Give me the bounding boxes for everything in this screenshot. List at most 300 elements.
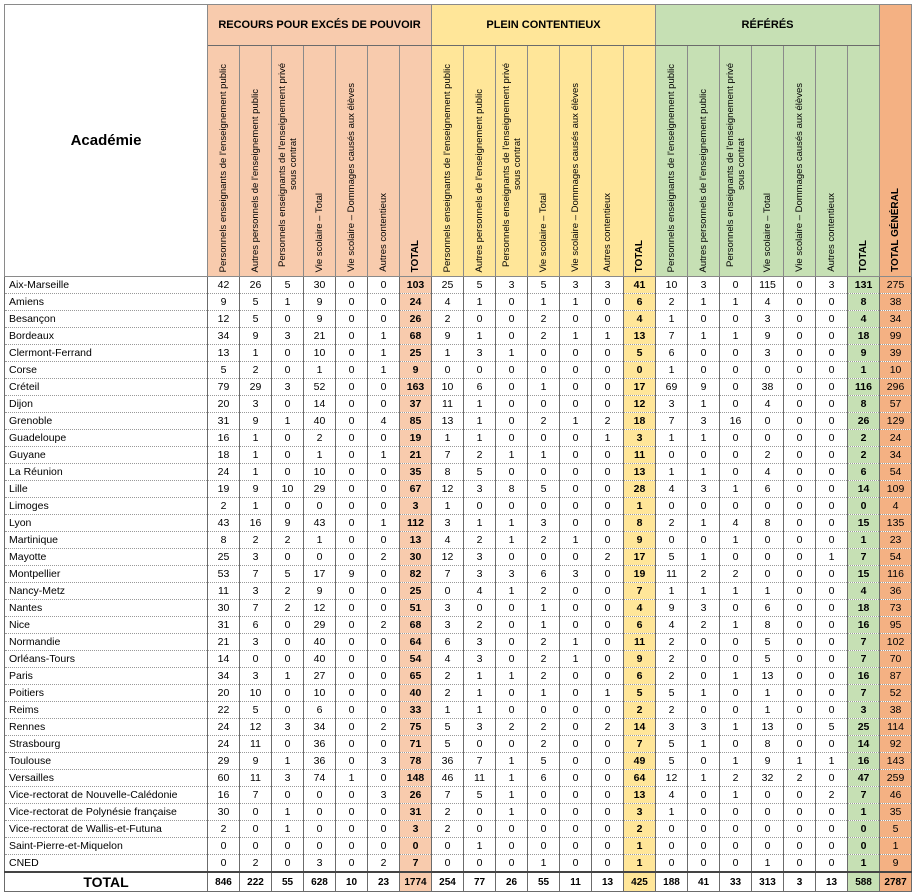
cell-ref: 0	[720, 838, 752, 855]
cell-grand-total: 9	[880, 855, 912, 873]
cell-grand-total: 87	[880, 668, 912, 685]
academie-name: Lyon	[5, 515, 208, 532]
cell-ref: 38	[752, 379, 784, 396]
cell-ref: 0	[784, 634, 816, 651]
cell-plein: 3	[464, 566, 496, 583]
cell-plein: 0	[560, 464, 592, 481]
cell-rcp: 0	[336, 311, 368, 328]
cell-grand-total: 129	[880, 413, 912, 430]
cell-total-ref: 0	[848, 821, 880, 838]
cell-plein: 3	[560, 277, 592, 294]
cell-rcp: 21	[304, 328, 336, 345]
academie-name: Dijon	[5, 396, 208, 413]
cell-total-rcp: 33	[400, 702, 432, 719]
cell-plein: 0	[592, 498, 624, 515]
cell-rcp: 29	[240, 379, 272, 396]
cell-ref: 0	[752, 430, 784, 447]
cell-rcp: 7	[240, 787, 272, 804]
cell-plein: 0	[592, 617, 624, 634]
cell-total-plein: 41	[624, 277, 656, 294]
cell-grand-total: 10	[880, 362, 912, 379]
cell-total-rcp: 13	[400, 532, 432, 549]
cell-plein: 0	[592, 702, 624, 719]
cell-ref: 4	[656, 617, 688, 634]
cell-plein: 2	[432, 311, 464, 328]
cell-ref: 0	[688, 753, 720, 770]
cell-rcp: 0	[368, 702, 400, 719]
cell-plein: 0	[592, 821, 624, 838]
cell-plein: 3	[464, 345, 496, 362]
table-row	[5, 294, 912, 311]
cell-rcp: 3	[272, 328, 304, 345]
cell-plein: 7	[432, 787, 464, 804]
cell-total-ref: 2	[848, 447, 880, 464]
cell-plein: 1	[464, 668, 496, 685]
cell-ref: 0	[816, 685, 848, 702]
cell-ref: 2	[656, 702, 688, 719]
cell-ref: 2	[816, 787, 848, 804]
cell-rcp: 18	[208, 447, 240, 464]
cell-ref: 5	[656, 549, 688, 566]
table-row	[5, 345, 912, 362]
cell-plein: 0	[560, 702, 592, 719]
cell-ref: 1	[752, 583, 784, 600]
cell-total-plein: 49	[624, 753, 656, 770]
cell-total-ref: 15	[848, 566, 880, 583]
cell-plein: 1	[528, 294, 560, 311]
cell-ref: 0	[720, 702, 752, 719]
cell-plein: 5	[528, 753, 560, 770]
cell-plein: 2	[464, 532, 496, 549]
cell-rcp: 0	[272, 345, 304, 362]
cell-plein: 0	[560, 583, 592, 600]
academie-name: Amiens	[5, 294, 208, 311]
cell-total-rcp: 112	[400, 515, 432, 532]
academie-name: Créteil	[5, 379, 208, 396]
cell-plein: 0	[560, 549, 592, 566]
cell-plein: 0	[464, 498, 496, 515]
table-row	[5, 379, 912, 396]
cell-plein: 0	[592, 770, 624, 787]
cell-plein: 0	[592, 532, 624, 549]
cell-ref: 0	[688, 311, 720, 328]
cell-rcp: 31	[208, 413, 240, 430]
cell-rcp: 27	[304, 668, 336, 685]
cell-plein: 0	[528, 821, 560, 838]
cell-rcp: 1	[272, 804, 304, 821]
cell-plein: 1	[592, 328, 624, 345]
cell-total-ref: 26	[848, 413, 880, 430]
cell-plein: 0	[464, 804, 496, 821]
cell-ref: 0	[720, 821, 752, 838]
cell-ref: 33	[720, 872, 752, 892]
cell-rcp: 0	[368, 566, 400, 583]
cell-total-ref: 7	[848, 651, 880, 668]
cell-rcp: 30	[304, 277, 336, 294]
cell-total-rcp: 9	[400, 362, 432, 379]
cell-plein: 0	[560, 855, 592, 873]
academie-header: Académie	[5, 5, 208, 277]
table-row	[5, 328, 912, 345]
cell-rcp: 0	[368, 294, 400, 311]
academie-name: Limoges	[5, 498, 208, 515]
cell-plein: 1	[560, 328, 592, 345]
cell-rcp: 24	[208, 464, 240, 481]
cell-ref: 0	[784, 651, 816, 668]
cell-ref: 1	[656, 311, 688, 328]
cell-plein: 1	[464, 430, 496, 447]
cell-ref: 0	[688, 787, 720, 804]
cell-total-plein: 64	[624, 770, 656, 787]
cell-rcp: 40	[304, 651, 336, 668]
cell-rcp: 1	[304, 532, 336, 549]
cell-ref: 0	[816, 413, 848, 430]
cell-rcp: 11	[240, 770, 272, 787]
cell-ref: 0	[816, 600, 848, 617]
academie-name: Nice	[5, 617, 208, 634]
cell-plein: 0	[592, 481, 624, 498]
academie-name: Guyane	[5, 447, 208, 464]
cell-ref: 0	[688, 855, 720, 873]
academie-name: Martinique	[5, 532, 208, 549]
cell-plein: 4	[432, 651, 464, 668]
cell-ref: 8	[752, 617, 784, 634]
cell-ref: 1	[720, 328, 752, 345]
cell-ref: 3	[752, 311, 784, 328]
cell-ref: 0	[656, 498, 688, 515]
table-row	[5, 430, 912, 447]
cell-ref: 0	[720, 804, 752, 821]
cell-rcp: 0	[272, 430, 304, 447]
cell-rcp: 3	[368, 753, 400, 770]
cell-rcp: 0	[336, 719, 368, 736]
cell-rcp: 24	[208, 736, 240, 753]
cell-rcp: 0	[368, 634, 400, 651]
cell-plein: 1	[528, 379, 560, 396]
cell-ref: 0	[720, 447, 752, 464]
cell-total-ref: 16	[848, 617, 880, 634]
table-header	[5, 5, 912, 277]
cell-ref: 2	[784, 770, 816, 787]
cell-rcp: 0	[336, 362, 368, 379]
cell-rcp: 17	[304, 566, 336, 583]
academie-name: Grenoble	[5, 413, 208, 430]
cell-rcp: 1	[304, 362, 336, 379]
cell-plein: 1	[464, 515, 496, 532]
cell-rcp: 2	[368, 549, 400, 566]
cell-rcp: 0	[336, 685, 368, 702]
cell-rcp: 4	[368, 413, 400, 430]
cell-plein: 5	[464, 277, 496, 294]
cell-rcp: 3	[368, 787, 400, 804]
cell-rcp: 0	[336, 583, 368, 600]
cell-ref: 0	[656, 855, 688, 873]
cell-ref: 313	[752, 872, 784, 892]
cell-rcp: 0	[208, 838, 240, 855]
cell-ref: 0	[784, 821, 816, 838]
cell-ref: 8	[752, 515, 784, 532]
cell-ref: 0	[816, 651, 848, 668]
cell-plein: 0	[592, 787, 624, 804]
cell-total-plein: 6	[624, 668, 656, 685]
cell-rcp: 23	[368, 872, 400, 892]
cell-total-ref: 8	[848, 396, 880, 413]
cell-total-rcp: 7	[400, 855, 432, 873]
cell-rcp: 0	[336, 736, 368, 753]
cell-ref: 0	[816, 311, 848, 328]
cell-rcp: 1	[368, 515, 400, 532]
table-body	[5, 277, 912, 873]
cell-plein: 0	[496, 702, 528, 719]
cell-total-rcp: 82	[400, 566, 432, 583]
subcol-ref-1: Personnels enseignants de l'enseignement public	[656, 46, 688, 277]
academie-name: Guadeloupe	[5, 430, 208, 447]
cell-plein: 55	[528, 872, 560, 892]
cell-rcp: 0	[272, 855, 304, 873]
cell-rcp: 0	[368, 685, 400, 702]
cell-rcp: 0	[336, 532, 368, 549]
cell-grand-total: 39	[880, 345, 912, 362]
table-row	[5, 787, 912, 804]
cell-rcp: 2	[240, 362, 272, 379]
cell-plein: 0	[560, 379, 592, 396]
subcol-rcp-4: Vie scolaire – Total	[304, 46, 336, 277]
cell-total-ref: 1	[848, 855, 880, 873]
cell-ref: 1	[656, 583, 688, 600]
cell-ref: 13	[752, 668, 784, 685]
cell-rcp: 1	[368, 447, 400, 464]
cell-total-plein: 11	[624, 447, 656, 464]
cell-ref: 9	[752, 753, 784, 770]
grand-total-header: TOTAL GÉNÉRAL	[880, 5, 912, 277]
cell-rcp: 0	[304, 498, 336, 515]
cell-total-rcp: 25	[400, 345, 432, 362]
cell-plein: 5	[432, 719, 464, 736]
cell-ref: 2	[656, 294, 688, 311]
cell-ref: 0	[784, 413, 816, 430]
cell-rcp: 0	[368, 430, 400, 447]
cell-plein: 0	[592, 311, 624, 328]
cell-rcp: 25	[208, 549, 240, 566]
cell-grand-total: 2787	[880, 872, 912, 892]
cell-plein: 7	[464, 753, 496, 770]
subcol-ref-3: Personnels enseignants de l'enseignement privé sous contrat	[720, 46, 752, 277]
cell-rcp: 3	[272, 719, 304, 736]
cell-plein: 0	[592, 566, 624, 583]
cell-rcp: 10	[304, 685, 336, 702]
cell-total-ref: 9	[848, 345, 880, 362]
total-row	[5, 872, 912, 892]
cell-ref: 1	[656, 362, 688, 379]
academie-name: Nancy-Metz	[5, 583, 208, 600]
cell-plein: 2	[592, 549, 624, 566]
cell-plein: 1	[496, 668, 528, 685]
table-row	[5, 515, 912, 532]
table-row	[5, 736, 912, 753]
academie-name: Orléans-Tours	[5, 651, 208, 668]
cell-plein: 0	[528, 549, 560, 566]
cell-plein: 2	[528, 719, 560, 736]
table-row	[5, 685, 912, 702]
cell-rcp: 3	[272, 379, 304, 396]
table-row	[5, 804, 912, 821]
cell-plein: 0	[432, 583, 464, 600]
cell-plein: 1	[528, 685, 560, 702]
cell-plein: 2	[464, 617, 496, 634]
cell-plein: 0	[496, 311, 528, 328]
cell-total-ref: 131	[848, 277, 880, 294]
cell-ref: 0	[688, 702, 720, 719]
cell-rcp: 0	[368, 464, 400, 481]
cell-rcp: 40	[304, 634, 336, 651]
cell-rcp: 2	[240, 532, 272, 549]
cell-ref: 188	[656, 872, 688, 892]
cell-plein: 0	[496, 549, 528, 566]
cell-plein: 0	[592, 634, 624, 651]
group-header-referes: RÉFÉRÉS	[656, 5, 880, 46]
table-row	[5, 583, 912, 600]
cell-plein: 3	[464, 651, 496, 668]
cell-plein: 0	[560, 787, 592, 804]
cell-ref: 1	[688, 396, 720, 413]
cell-rcp: 11	[208, 583, 240, 600]
cell-rcp: 0	[336, 515, 368, 532]
cell-rcp: 2	[368, 855, 400, 873]
cell-rcp: 31	[208, 617, 240, 634]
cell-ref: 0	[784, 532, 816, 549]
cell-plein: 6	[528, 770, 560, 787]
cell-ref: 0	[816, 770, 848, 787]
cell-plein: 5	[432, 736, 464, 753]
cell-ref: 0	[816, 532, 848, 549]
cell-ref: 0	[688, 651, 720, 668]
cell-plein: 0	[592, 855, 624, 873]
cell-total-rcp: 148	[400, 770, 432, 787]
cell-total-rcp: 31	[400, 804, 432, 821]
cell-ref: 1	[752, 685, 784, 702]
cell-ref: 0	[784, 702, 816, 719]
cell-ref: 2	[656, 515, 688, 532]
cell-rcp: 2	[304, 430, 336, 447]
cell-plein: 3	[464, 481, 496, 498]
cell-plein: 0	[592, 838, 624, 855]
cell-plein: 0	[496, 430, 528, 447]
cell-rcp: 10	[304, 464, 336, 481]
cell-plein: 0	[496, 685, 528, 702]
cell-plein: 3	[496, 277, 528, 294]
cell-ref: 0	[816, 821, 848, 838]
cell-rcp: 2	[240, 855, 272, 873]
cell-plein: 0	[464, 821, 496, 838]
cell-rcp: 0	[368, 277, 400, 294]
cell-plein: 0	[560, 600, 592, 617]
cell-grand-total: 35	[880, 804, 912, 821]
cell-total-plein: 4	[624, 600, 656, 617]
cell-rcp: 20	[208, 685, 240, 702]
cell-grand-total: 1	[880, 838, 912, 855]
academie-name: Vice-rectorat de Polynésie française	[5, 804, 208, 821]
cell-rcp: 0	[272, 651, 304, 668]
cell-rcp: 10	[304, 345, 336, 362]
cell-ref: 2	[720, 566, 752, 583]
academie-name: Saint-Pierre-et-Miquelon	[5, 838, 208, 855]
cell-plein: 2	[528, 736, 560, 753]
cell-rcp: 0	[272, 787, 304, 804]
cell-plein: 77	[464, 872, 496, 892]
cell-total-ref: 16	[848, 668, 880, 685]
cell-ref: 0	[720, 498, 752, 515]
cell-plein: 2	[528, 532, 560, 549]
cell-ref: 2	[720, 770, 752, 787]
cell-total-plein: 14	[624, 719, 656, 736]
cell-plein: 2	[464, 447, 496, 464]
cell-ref: 1	[688, 328, 720, 345]
cell-total-plein: 5	[624, 685, 656, 702]
cell-ref: 1	[688, 583, 720, 600]
cell-rcp: 29	[304, 617, 336, 634]
cell-total-ref: 7	[848, 549, 880, 566]
cell-ref: 0	[688, 362, 720, 379]
cell-rcp: 6	[240, 617, 272, 634]
cell-ref: 1	[720, 719, 752, 736]
cell-rcp: 52	[304, 379, 336, 396]
cell-ref: 1	[816, 549, 848, 566]
cell-ref: 1	[688, 770, 720, 787]
cell-plein: 3	[528, 515, 560, 532]
table-row	[5, 719, 912, 736]
cell-ref: 0	[816, 396, 848, 413]
cell-rcp: 7	[240, 566, 272, 583]
cell-total-plein: 13	[624, 328, 656, 345]
cell-ref: 0	[720, 855, 752, 873]
cell-total-ref: 8	[848, 294, 880, 311]
cell-ref: 1	[720, 753, 752, 770]
cell-ref: 0	[688, 838, 720, 855]
cell-plein: 1	[464, 396, 496, 413]
cell-ref: 0	[720, 430, 752, 447]
cell-grand-total: 259	[880, 770, 912, 787]
cell-rcp: 12	[304, 600, 336, 617]
cell-ref: 0	[816, 838, 848, 855]
cell-ref: 0	[656, 447, 688, 464]
cell-plein: 0	[592, 736, 624, 753]
cell-plein: 1	[464, 294, 496, 311]
cell-ref: 0	[816, 617, 848, 634]
cell-ref: 0	[720, 345, 752, 362]
cell-rcp: 1	[272, 668, 304, 685]
cell-ref: 11	[656, 566, 688, 583]
cell-rcp: 0	[304, 549, 336, 566]
cell-plein: 3	[560, 566, 592, 583]
cell-total-rcp: 103	[400, 277, 432, 294]
cell-grand-total: 36	[880, 583, 912, 600]
cell-total-rcp: 3	[400, 498, 432, 515]
cell-ref: 0	[688, 668, 720, 685]
cell-ref: 0	[688, 634, 720, 651]
cell-plein: 0	[592, 379, 624, 396]
cell-rcp: 628	[304, 872, 336, 892]
cell-ref: 0	[784, 736, 816, 753]
cell-grand-total: 296	[880, 379, 912, 396]
cell-plein: 1	[496, 753, 528, 770]
cell-total-plein: 2	[624, 702, 656, 719]
cell-rcp: 0	[336, 464, 368, 481]
cell-plein: 13	[592, 872, 624, 892]
cell-rcp: 0	[368, 668, 400, 685]
cell-ref: 1	[816, 753, 848, 770]
table-row	[5, 855, 912, 873]
cell-rcp: 0	[336, 294, 368, 311]
